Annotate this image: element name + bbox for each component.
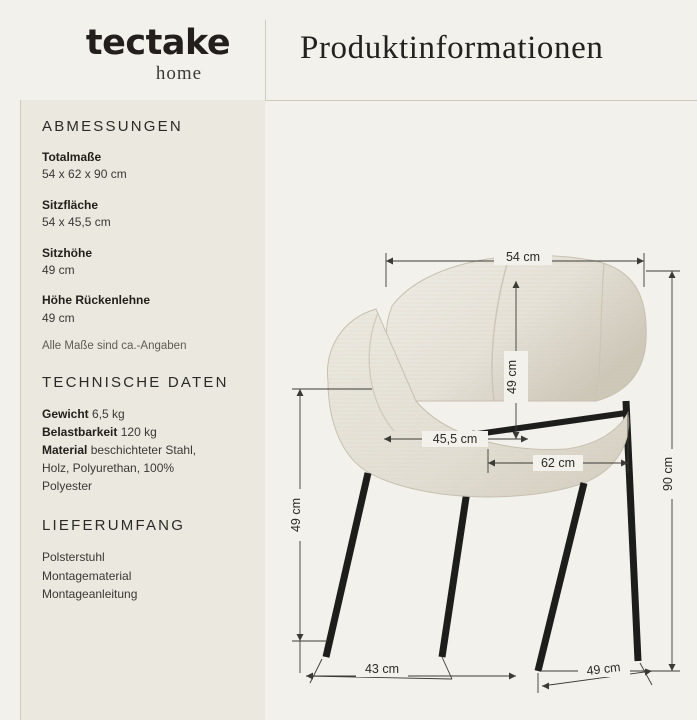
list-item: Montagematerial bbox=[42, 568, 132, 583]
dimension-block bbox=[42, 149, 265, 184]
technical-list bbox=[42, 405, 265, 495]
dimension-block bbox=[42, 197, 265, 232]
page-title: Produktinformationen bbox=[300, 30, 604, 66]
technical-value: 6,5 kg bbox=[92, 407, 125, 422]
dimension-label: Totalmaße bbox=[42, 150, 102, 164]
technical-row bbox=[42, 423, 265, 441]
chair-front-leg bbox=[326, 473, 368, 657]
header-vertical-divider bbox=[265, 20, 266, 100]
list-item: Polsterstuhl bbox=[42, 550, 105, 565]
dimension-value: 49 cm bbox=[42, 262, 75, 277]
dimension-block bbox=[42, 292, 265, 327]
scope-list bbox=[42, 548, 265, 604]
label-total-height: 90 cm bbox=[661, 456, 675, 492]
dimension-value: 49 cm bbox=[42, 310, 75, 325]
chair-illustration bbox=[326, 253, 646, 671]
technical-row bbox=[42, 441, 265, 459]
list-item: Montageanleitung bbox=[42, 587, 138, 602]
material-continuation: Holz, Polyurethan, 100% bbox=[42, 461, 175, 476]
technical-key: Gewicht bbox=[42, 407, 89, 422]
label-depth: 62 cm bbox=[540, 456, 576, 470]
scope-heading: LIEFERUMFANG bbox=[42, 517, 186, 535]
technical-key: Belastbarkeit bbox=[42, 425, 118, 440]
dimension-value: 54 x 62 x 90 cm bbox=[42, 167, 127, 182]
dimensions-heading: ABMESSUNGEN bbox=[42, 118, 183, 135]
dimension-label: Sitzfläche bbox=[42, 197, 99, 212]
page-header bbox=[0, 0, 697, 100]
technical-row bbox=[42, 405, 265, 423]
ext-line bbox=[310, 659, 322, 683]
label-front-width: 43 cm bbox=[364, 662, 400, 676]
technical-key: Material bbox=[42, 443, 88, 458]
dimension-label: Höhe Rückenlehne bbox=[42, 293, 151, 308]
chair-front-leg bbox=[538, 483, 584, 671]
dimension-value: 54 x 45,5 cm bbox=[42, 215, 111, 230]
brand-subtitle: home bbox=[155, 63, 203, 84]
technical-heading: TECHNISCHE DATEN bbox=[42, 374, 229, 392]
product-figure bbox=[266, 101, 697, 720]
technical-value: 120 kg bbox=[120, 425, 157, 440]
label-side-depth: 49 cm bbox=[585, 660, 622, 679]
label-top-width: 54 cm bbox=[505, 250, 541, 264]
label-seat-depth: 45,5 cm bbox=[432, 432, 478, 446]
measurement-note: Alle Maße sind ca.-Angaben bbox=[42, 340, 187, 353]
brand-name: tectake bbox=[85, 23, 231, 63]
brand-logo bbox=[58, 23, 258, 85]
info-panel bbox=[21, 100, 265, 720]
dimension-block bbox=[42, 245, 265, 280]
technical-value: beschichteter Stahl, bbox=[90, 443, 197, 458]
material-continuation: Polyester bbox=[42, 479, 93, 494]
label-backrest-height: 49 cm bbox=[505, 359, 519, 395]
dimension-label: Sitzhöhe bbox=[42, 245, 92, 260]
label-seat-height: 49 cm bbox=[289, 497, 303, 533]
